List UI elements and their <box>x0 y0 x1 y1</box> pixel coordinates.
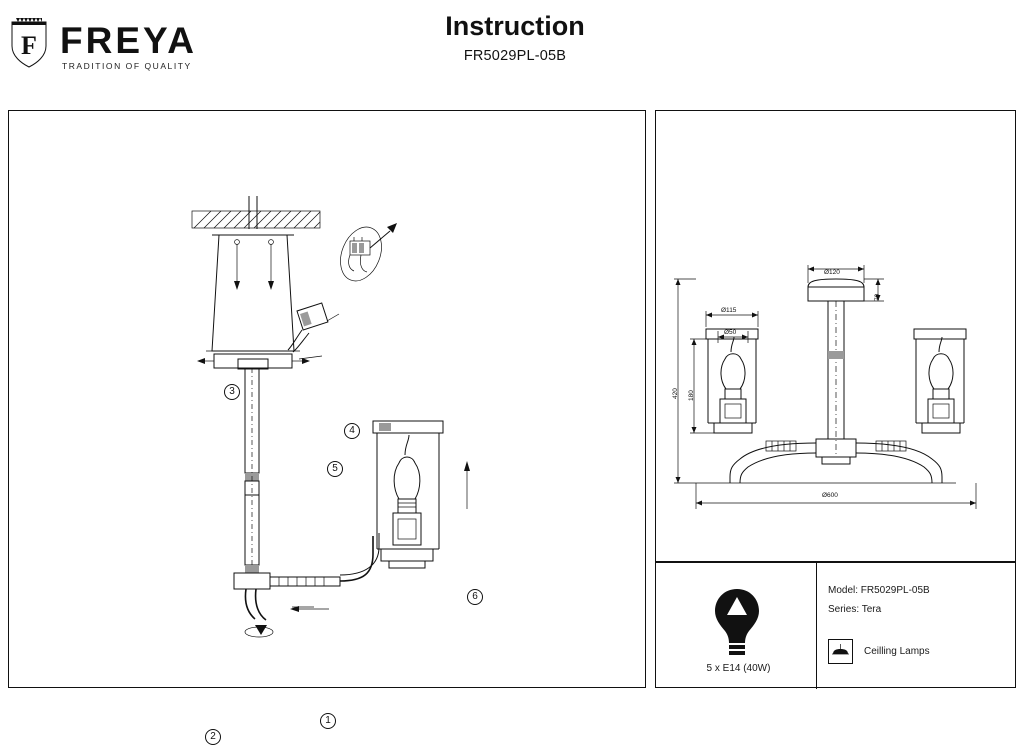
document-header <box>0 0 1024 92</box>
category-row <box>828 639 930 664</box>
callout-6: 6 <box>467 589 483 605</box>
series-line: Series: Tera <box>828 604 882 615</box>
assembly-steps-panel <box>8 110 646 742</box>
shade-right <box>914 329 966 433</box>
stem <box>828 301 844 456</box>
title-block <box>330 10 700 64</box>
center-hub <box>816 439 856 464</box>
overall-height-dim <box>674 279 956 483</box>
light-bulb-icon <box>706 585 768 657</box>
category-label: Ceilling Lamps <box>864 646 930 657</box>
model-line: Model: FR5029PL-05B <box>828 585 930 596</box>
callout-5: 5 <box>327 461 343 477</box>
product-text-block <box>828 581 930 619</box>
callout-4: 4 <box>344 423 360 439</box>
panel-divider <box>816 563 817 689</box>
brand-text <box>60 22 250 71</box>
bulb-spec: 5 x E14 (40W) <box>706 663 771 674</box>
svg-text:F: F <box>21 31 37 60</box>
callout-1: 1 <box>320 713 336 729</box>
product-code: FR5029PL-05B <box>463 48 567 64</box>
dim-canopy-height: 70 <box>874 293 881 301</box>
dimensions-panel <box>655 110 1016 562</box>
canopy <box>808 265 884 301</box>
dim-shade-outer-diameter: Ø115 <box>721 307 737 314</box>
dim-total-height: 420 <box>672 388 679 399</box>
dim-overall-width: Ø600 <box>822 492 838 499</box>
brand-tagline: TRADITION OF QUALITY <box>62 61 192 71</box>
callout-leaders <box>9 111 645 687</box>
dim-shade-height: 180 <box>688 390 695 401</box>
dim-canopy-diameter: Ø120 <box>824 269 840 276</box>
page-title: Instruction <box>445 11 585 41</box>
dim-shade-inner-diameter: Ø50 <box>724 329 737 336</box>
ceiling-lamp-icon <box>828 639 853 664</box>
product-info-panel <box>655 562 1016 688</box>
callout-2: 2 <box>205 729 221 745</box>
arm-left <box>730 441 816 483</box>
brand-logo <box>8 14 248 74</box>
callout-3: 3 <box>224 384 240 400</box>
freya-crest-icon <box>8 16 52 70</box>
arm-right <box>856 441 942 483</box>
brand-name: FREYA <box>60 20 198 61</box>
